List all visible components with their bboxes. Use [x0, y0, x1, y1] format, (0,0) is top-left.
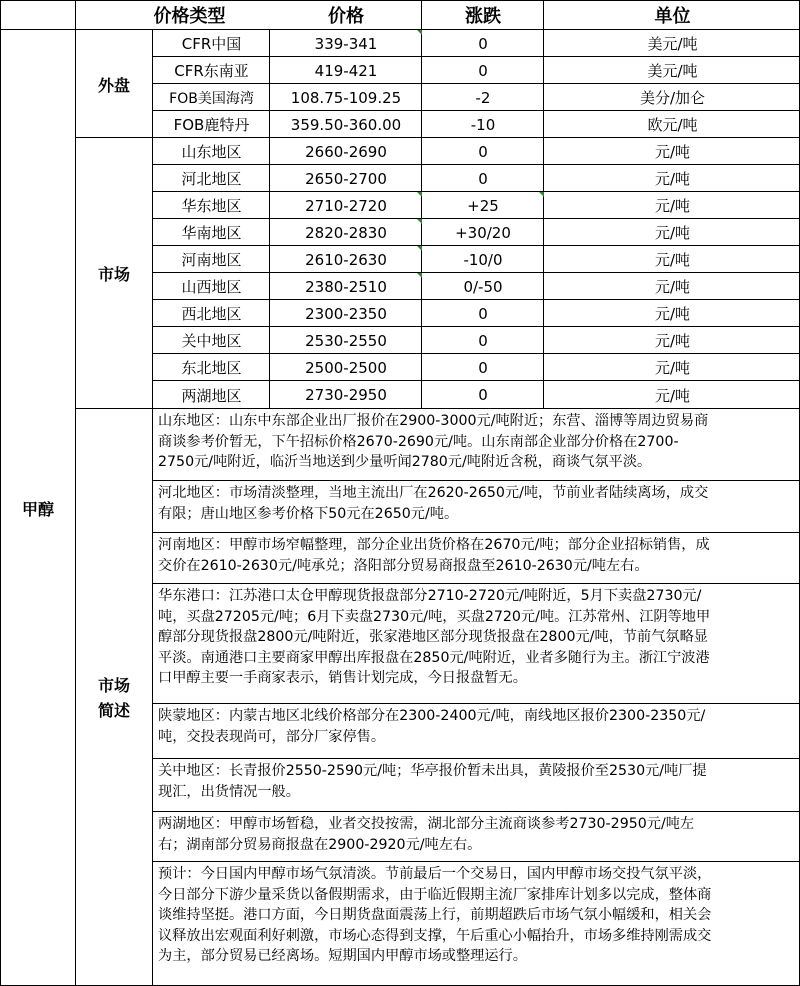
grid-line [152, 811, 800, 812]
cell-note-marker [417, 273, 422, 278]
grid-line [75, 0, 76, 986]
external-row-unit: 欧元/吨 [647, 116, 698, 134]
grid-line [152, 272, 800, 273]
external-row-name: CFR东南亚 [174, 62, 249, 80]
external-row-name: FOB鹿特丹 [173, 116, 250, 134]
commentary-block-henan [154, 533, 800, 584]
commentary-line: 关中地区：长青报价2550-2590元/吨；华亭报价暂未出具，黄陵报价至2530元/吨厂提 [158, 763, 707, 779]
external-market-label: 外盘 [97, 75, 130, 95]
grid-line [152, 245, 800, 246]
market-row-change: -10/0 [463, 250, 503, 269]
grid-line [152, 532, 800, 533]
commentary-line: 口甲醇主要一手商家表示，销售计划完成，今日报盘暂无。 [158, 670, 527, 686]
commentary-line: 今日部分下游少量采货以备假期需求，由于临近假期主流厂家排库计划多以完成，整体商 [158, 886, 712, 903]
external-row-unit: 美元/吨 [647, 62, 698, 80]
grid-line [152, 83, 800, 84]
market-row-name: 西北地区 [181, 305, 242, 323]
commentary-line: 交价在2610-2630元/吨承兑；洛阳部分贸易商报盘至2610-2630元/吨左右。 [158, 557, 649, 574]
market-row-unit: 元/吨 [654, 359, 691, 377]
external-row-change: 0 [478, 34, 488, 53]
grid-line [152, 583, 800, 584]
market-row-name: 关中地区 [181, 332, 242, 350]
grid-line [152, 30, 153, 986]
external-row-price: 108.75-109.25 [290, 88, 402, 107]
external-row-change: -10 [470, 115, 496, 134]
commentary-label-line2: 简述 [97, 700, 130, 720]
market-row-change: 0 [478, 386, 488, 404]
market-row-unit: 元/吨 [654, 332, 691, 350]
cell-note-marker [417, 219, 422, 224]
commentary-block-east-china-port [154, 584, 800, 704]
grid-line [75, 408, 800, 409]
market-row-change: +30/20 [455, 223, 511, 242]
grid-line [152, 380, 800, 381]
grid-line [152, 164, 800, 165]
market-row-price: 2380-2510 [305, 277, 387, 296]
external-row-price: 339-341 [314, 34, 378, 53]
market-row-name: 东北地区 [181, 359, 242, 377]
commentary-line: 平淡。南通港口主要商家甲醇出库报盘在2850元/吨附近，业者多随行为主。浙江宁波港 [158, 649, 710, 666]
commentary-block-forecast [154, 862, 800, 986]
commentary-block-hebei [154, 481, 800, 533]
market-row-change: 0 [478, 331, 488, 350]
market-row-price: 2530-2550 [305, 331, 387, 350]
grid-line [0, 29, 800, 30]
grid-line [152, 299, 800, 300]
market-row-price: 2610-2630 [305, 250, 387, 269]
market-row-price: 2650-2700 [305, 169, 387, 188]
commentary-line: 预计：今日国内甲醇市场气氛清淡。节前最后一个交易日，国内甲醇市场交投气氛平淡， [158, 866, 712, 882]
market-row-price: 2300-2350 [305, 304, 387, 323]
market-row-change: 0 [478, 358, 488, 377]
market-row-unit: 元/吨 [654, 278, 691, 296]
external-row-unit: 美分/加仑 [639, 89, 706, 107]
market-row-name: 两湖地区 [181, 386, 242, 405]
grid-line [543, 0, 544, 409]
header-price: 价格 [328, 6, 364, 27]
market-row-unit: 元/吨 [654, 224, 691, 242]
external-row-change: -2 [475, 88, 491, 107]
commentary-line: 议释放出宏观面利好刺激，市场心态得到支撑，午后重心小幅抬升，市场多维持刚需成交 [158, 927, 712, 944]
commentary-line: 现汇，出货情况一般。 [158, 783, 300, 800]
grid-line [421, 0, 422, 409]
market-commentary-label [76, 409, 152, 986]
market-row-price: 2660-2690 [305, 142, 387, 161]
external-row-change: 0 [478, 61, 488, 80]
commentary-line: 吨，交投表现尚可，部分厂家停售。 [158, 728, 386, 745]
market-row-unit: 元/吨 [654, 251, 691, 269]
grid-line [152, 218, 800, 219]
market-row-change: 0 [478, 169, 488, 188]
grid-line [152, 353, 800, 354]
market-row-name: 华东地区 [181, 197, 242, 215]
commentary-line: 有限；唐山地区参考价格下50元在2650元/吨。 [158, 505, 459, 522]
commentary-line: 吨，买盘27205元/吨；6月下卖盘2730元/吨，买盘2720元/吨。江苏常州、江阴等地甲 [158, 608, 711, 625]
commentary-line: 河北地区：市场清淡整理，当地主流出厂在2620-2650元/吨，节前业者陆续离场，成交 [158, 485, 709, 501]
market-row-change: 0/-50 [463, 277, 503, 296]
market-row-unit: 元/吨 [654, 305, 691, 323]
cell-note-marker [417, 192, 422, 197]
market-row-name: 华南地区 [181, 224, 242, 242]
market-row-name: 山西地区 [181, 278, 242, 296]
market-row-unit: 元/吨 [654, 197, 691, 215]
product-label: 甲醇 [21, 499, 54, 519]
commentary-line: 两湖地区：甲醇市场暂稳，业者交投按需，湖北部分主流商谈参考2730-2950元/吨左 [158, 816, 695, 832]
market-row-price: 2730-2950 [305, 386, 387, 404]
grid-line [75, 137, 800, 138]
market-row-price: 2500-2500 [305, 358, 387, 377]
commentary-block-guanzhong [154, 759, 800, 812]
market-row-change: +25 [467, 196, 499, 215]
commentary-line: 山东地区：山东中东部企业出厂报价在2900-3000元/吨附近；东营、淄博等周边贸易商 [158, 413, 709, 429]
commentary-line: 华东港口：江苏港口太仓甲醇现货报盘部分2710-2720元/吨附近，5月下卖盘2730元/ [158, 588, 702, 604]
grid-line [152, 480, 800, 481]
market-row-unit: 元/吨 [654, 386, 691, 405]
grid-line [152, 861, 800, 862]
commentary-line: 商谈参考价暂无，下午招标价格2670-2690元/吨。山东南部企业部分价格在2700- [158, 433, 679, 450]
commentary-line: 河南地区：甲醇市场窄幅整理，部分企业出货价格在2670元/吨；部分企业招标销售，成 [158, 537, 710, 553]
grid-line [152, 326, 800, 327]
grid-line [152, 191, 800, 192]
header-unit: 单位 [654, 6, 691, 27]
external-row-name: FOB美国海湾 [169, 90, 254, 107]
market-row-change: 0 [478, 142, 488, 161]
cell-note-marker [417, 246, 422, 251]
commentary-line: 右；湖南部分贸易商报盘在2900-2920元/吨左右。 [158, 836, 482, 853]
commentary-label-line1: 市场 [97, 675, 130, 695]
domestic-market-label: 市场 [97, 265, 130, 284]
external-row-unit: 美元/吨 [647, 35, 698, 53]
market-row-name: 河北地区 [181, 170, 242, 188]
commentary-line: 谈维持坚挺。港口方面，今日期货盘面震荡上行，前期超跌后市场气氛小幅缓和，相关会 [158, 907, 712, 923]
commentary-line: 陕蒙地区：内蒙古地区北线价格部分在2300-2400元/吨，南线地区报价2300-2350元/ [158, 708, 706, 724]
market-row-name: 河南地区 [181, 251, 242, 269]
grid-line [0, 0, 800, 1]
external-row-name: CFR中国 [181, 35, 242, 53]
cell-note-marker [417, 30, 422, 35]
grid-line [0, 0, 1, 986]
grid-line [152, 703, 800, 704]
commentary-block-shandong [154, 409, 800, 481]
commentary-line: 2750元/吨附近，临沂当地送到少量听闻2780元/吨附近含税，商谈气氛平淡。 [158, 454, 652, 470]
commentary-block-shaanxi-mongolia [154, 704, 800, 759]
commentary-line: 醇部分现货报盘2800元/吨附近，张家港地区部分现货报盘在2800元/吨，节前气氛略显 [158, 629, 708, 645]
market-row-price: 2710-2720 [305, 196, 387, 215]
grid-line [152, 56, 800, 57]
grid-line [152, 758, 800, 759]
market-row-price: 2820-2830 [305, 223, 387, 242]
market-row-name: 山东地区 [181, 143, 242, 161]
market-row-unit: 元/吨 [654, 143, 691, 161]
commentary-line: 为主，部分贸易已经离场。短期国内甲醇市场或整理运行。 [158, 948, 527, 964]
grid-line [152, 110, 800, 111]
cell-note-marker [539, 192, 544, 197]
header-price-type: 价格类型 [153, 6, 226, 27]
market-row-change: 0 [478, 304, 488, 323]
commentary-block-lianghu [154, 812, 800, 862]
market-row-unit: 元/吨 [654, 170, 691, 188]
external-row-price: 359.50-360.00 [290, 115, 402, 134]
external-row-price: 419-421 [314, 61, 378, 80]
header-change: 涨跌 [465, 6, 501, 27]
